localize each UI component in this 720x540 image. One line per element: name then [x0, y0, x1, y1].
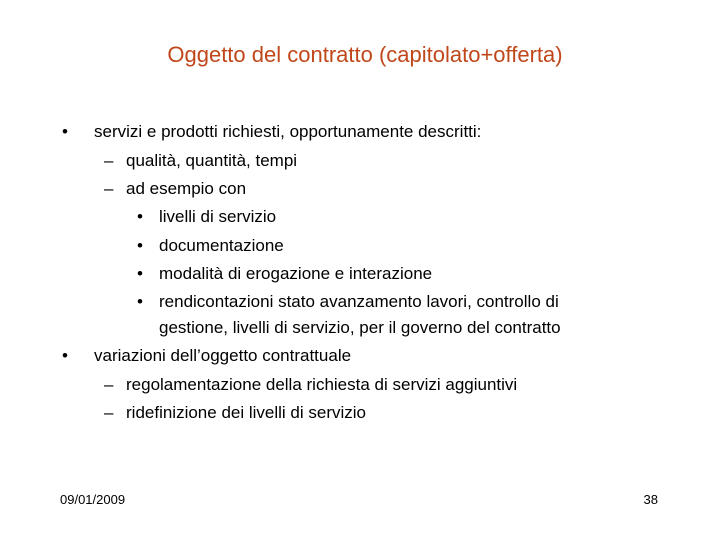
- dash-icon: –: [104, 179, 114, 198]
- sub-sub-item-rendicontazioni-line2: gestione, livelli di servizio, per il governo del contratto: [159, 318, 561, 337]
- sub-sub-item-livelli: livelli di servizio: [159, 207, 277, 226]
- slide-title: Oggetto del contratto (capitolato+offerta): [167, 42, 563, 67]
- bullet-icon: •: [62, 346, 68, 365]
- sub-sub-item-modalita: modalità di erogazione e interazione: [159, 264, 433, 283]
- dash-icon: –: [104, 151, 114, 170]
- sub-sub-item-documentazione: documentazione: [159, 236, 284, 255]
- page-number: 38: [643, 492, 658, 507]
- sub-item-regolamentazione: regolamentazione della richiesta di servizi aggiuntivi: [126, 375, 518, 394]
- bullet-icon: •: [137, 207, 143, 226]
- bullet-icon: •: [137, 264, 143, 283]
- bullet-icon: •: [62, 122, 68, 141]
- dash-icon: –: [104, 375, 114, 394]
- sub-item-esempio: ad esempio con: [126, 179, 247, 198]
- bullet-item-servizi: servizi e prodotti richiesti, opportunamente descritti:: [94, 122, 482, 141]
- bullet-icon: •: [137, 236, 143, 255]
- dash-icon: –: [104, 403, 114, 422]
- sub-sub-item-rendicontazioni-line1: rendicontazioni stato avanzamento lavori, controllo di: [159, 292, 559, 311]
- sub-item-qualita: qualità, quantità, tempi: [126, 151, 298, 170]
- bullet-item-variazioni: variazioni dell’oggetto contrattuale: [94, 346, 352, 365]
- footer-date: 09/01/2009: [60, 492, 126, 507]
- sub-item-ridefinizione: ridefinizione dei livelli di servizio: [126, 403, 366, 422]
- bullet-icon: •: [137, 292, 143, 311]
